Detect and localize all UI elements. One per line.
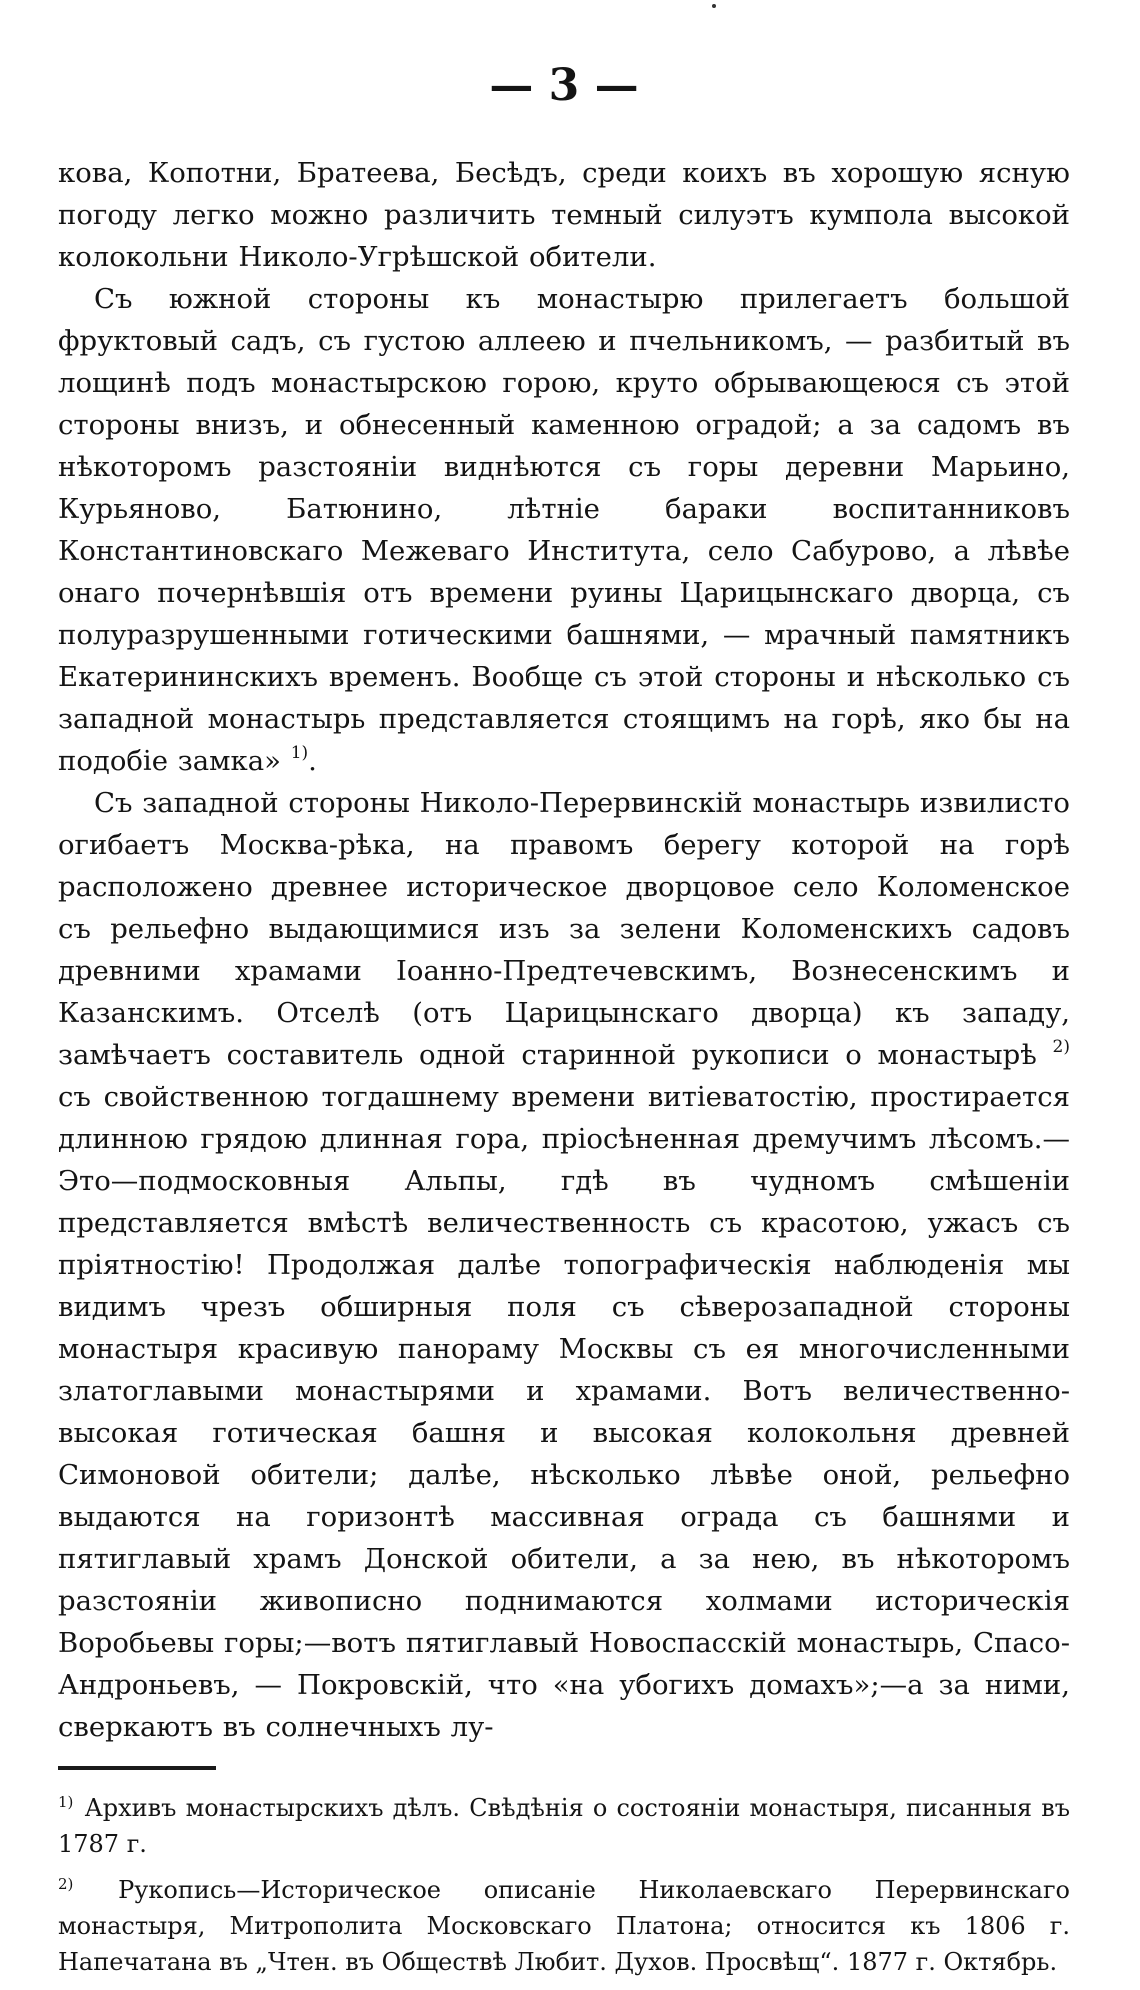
footnote-ref-2-number: 2 <box>1052 1037 1064 1057</box>
footnote-ref-1-number: 1 <box>290 743 302 763</box>
footnote-1-text: Архивъ монастырскихъ дѣлъ. Свѣдѣнія о состояніи монастыря, писанныя въ 1787 г. <box>58 1794 1070 1858</box>
footnotes <box>58 1790 1070 1980</box>
paragraph-2 <box>58 278 1070 782</box>
print-speck <box>712 4 716 8</box>
paragraph-3-text-before: Съ западной стороны Николо-Перервинскій монастырь извилисто огибаетъ Москва-рѣка, на правомъ берегу которой на горѣ расположено древнее историческое дворцовое село Коломенское съ рельефно выдающимися изъ за зелени Коломенскихъ садовъ древними храмами Іоанно-Предтечевскимъ, Вознесенскимъ и Казанскимъ. Отселѣ (отъ Царицынскаго дворца) къ западу, замѣчаетъ составитель одной старинной рукописи о монастырѣ <box>58 787 1070 1071</box>
footnote-2 <box>58 1872 1070 1980</box>
footnote-1-mark: 1) <box>58 1793 74 1811</box>
paragraph-1-text: кова, Копотни, Братеева, Бесѣдъ, среди коихъ въ хорошую ясную погоду легко можно различить темный силуэтъ кумпола высокой колокольни Николо-Угрѣшской обители. <box>58 157 1070 273</box>
paragraph-1 <box>58 152 1070 278</box>
footnote-divider <box>58 1766 216 1770</box>
body-text <box>58 152 1070 1748</box>
footnote-1 <box>58 1790 1070 1862</box>
footnote-ref-1[interactable]: 1) <box>290 743 309 763</box>
footnote-ref-2[interactable]: 2) <box>1052 1037 1070 1057</box>
paragraph-2-text: Съ южной стороны къ монастырю прилегаетъ большой фруктовый садъ, съ густою аллеею и пчельникомъ, — разбитый въ лощинѣ подъ монастырскою горою, круто обрывающеюся съ этой стороны внизъ, и обнесенный каменною оградой; а за садомъ въ нѣкоторомъ разстояніи виднѣются съ горы деревни Марьино, Курьяново, Батюнино, лѣтніе бараки воспитанниковъ Константиновскаго Межеваго Института, село Сабурово, а лѣвѣе онаго почернѣвшія отъ времени руины Царицынскаго дворца, съ полуразрушенными готическими башнями, — мрачный памятникъ Екатерининскихъ временъ. Вообще съ этой стороны и нѣсколько съ западной монастырь представляется стоящимъ на горѣ, яко бы на подобіе замка» <box>58 283 1070 777</box>
footnote-2-text: Рукопись—Историческое описаніе Николаевскаго Перервинскаго монастыря, Митрополита Московскаго Платона; относится къ 1806 г. Напечатана въ „Чтен. въ Обществѣ Любит. Духов. Просвѣщ“. 1877 г. Октябрь. <box>58 1876 1070 1976</box>
paragraph-3 <box>58 782 1070 1748</box>
footnote-2-mark: 2) <box>58 1875 74 1893</box>
paragraph-3-text-after: съ свойственною тогдашнему времени витіеватостію, простирается длинною грядою длинная гора, пріосѣненная дремучимъ лѣсомъ.—Это—подмосковныя Альпы, гдѣ въ чудномъ смѣшеніи представляется вмѣстѣ величественность съ красотою, ужасъ съ пріятностію! Продолжая далѣе топографическія наблюденія мы видимъ чрезъ обширныя поля съ сѣверозападной стороны монастыря красивую панораму Москвы съ ея многочисленными златоглавыми монастырями и храмами. Вотъ величественно-высокая готическая башня и высокая колокольня древней Симоновой обители; далѣе, нѣсколько лѣвѣе оной, рельефно выдаются на горизонтѣ массивная ограда съ башнями и пятиглавый храмъ Донской обители, а за нею, въ нѣкоторомъ разстояніи живописно поднимаются холмами историческія Воробьевы горы;—вотъ пятиглавый Новоспасскій монастырь, Спасо-Андроньевъ, — Покровскій, что «на убогихъ домахъ»;—а за ними, сверкаютъ въ солнечныхъ лу- <box>58 1081 1070 1743</box>
paragraph-2-tail: . <box>308 745 317 777</box>
page-number: — 3 — <box>489 60 639 111</box>
book-page <box>58 56 1070 1990</box>
